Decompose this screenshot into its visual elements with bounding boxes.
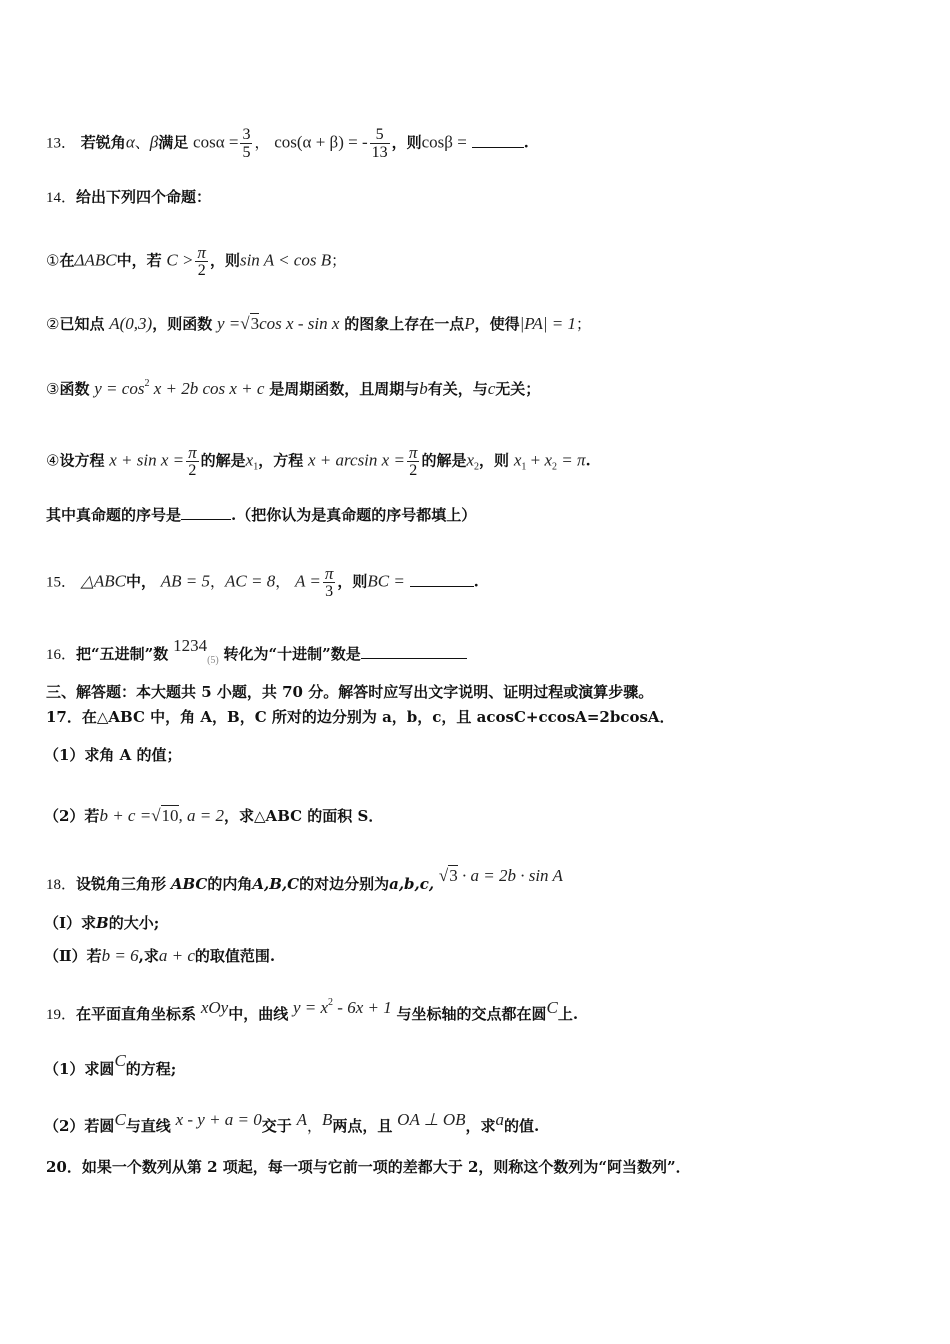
q19-p2-B: B	[321, 1110, 333, 1129]
q14-p4-x1-sub: 1	[253, 461, 259, 473]
q16-text-2: 转化为“十进制”数是	[223, 645, 361, 663]
q14-p4-text-2: 的解是	[200, 451, 246, 470]
q14-p2-sqrt3: 3	[250, 314, 260, 333]
q13-end: .	[523, 133, 529, 152]
q14-p4-two2: 2	[409, 462, 418, 479]
q14-p4-frac1	[186, 444, 199, 479]
q17-p2-text-1: （2）若	[44, 807, 100, 825]
q13-frac1-den: 5	[242, 144, 251, 161]
q19-p1-C: C	[114, 1051, 126, 1070]
q14-p3-b: b	[419, 379, 428, 398]
q18-p1-B: B	[96, 914, 109, 932]
q14-p1-frac	[195, 244, 208, 279]
q14-p2-text-3: 的图象上存在一点	[344, 315, 465, 333]
q19-p2-C: C	[114, 1110, 126, 1129]
q18-p1-text-1: （Ⅰ）求	[44, 914, 97, 932]
question-20: 20．如果一个数列从第 2 项起，每一项与它前一项的差都大于 2，则称这个数列为“阿当数列”．	[46, 1158, 691, 1176]
q19-p2-text-2: 与直线	[125, 1117, 171, 1135]
q15-comma-2: ，	[275, 572, 291, 591]
question-18: 18．设锐角三角形 ABC的内角A,B,C的对边分别为a,b,c, √3 · a = 2b · sin A	[46, 866, 563, 893]
q14-p1-c-gt: C >	[166, 250, 194, 270]
q13-alpha: α	[125, 132, 135, 152]
q14-p3-mark: ③	[46, 380, 60, 398]
q14-proposition-4	[46, 444, 591, 479]
q17-part-1: （1）求角 A 的值；	[44, 746, 182, 764]
q19-p2-text-1: （2）若圆	[44, 1117, 115, 1135]
q14-p4-eq1: x + sin x =	[109, 450, 185, 470]
q15-number: 15．	[46, 574, 77, 591]
q15-end: .	[473, 572, 479, 591]
q14-tail-2: .（把你认为是真命题的序号都填上）	[231, 506, 477, 524]
q19-exp: 2	[328, 997, 334, 1008]
q14-p2-text-2: ，则函数	[152, 315, 213, 333]
q18-text-1: 设锐角三角形	[76, 875, 167, 893]
q19-p2-line: x - y + a = 0	[175, 1110, 262, 1129]
q14-p4-end: .	[585, 451, 591, 470]
q14-p1-text-1: 在	[59, 251, 75, 270]
q14-p4-eq-pi: = π	[557, 450, 586, 470]
q18-sqrt3: 3	[449, 866, 458, 885]
q14-p4-sum-x1: x	[513, 450, 522, 470]
q18-p2-text-3: 的取值范围.	[194, 947, 276, 965]
q19-C: C	[546, 998, 558, 1017]
q13-comma: ，	[254, 133, 270, 152]
q14-proposition-2: ②已知点 A(0,3)，则函数 y =√3cos x - sin x 的图象上存在一点P，使得|PA| = 1；	[46, 314, 592, 333]
q19-text-1: 在平面直角坐标系	[76, 1005, 197, 1023]
q15-text-2: ，则	[337, 572, 368, 591]
q15-ac: AC = 8	[225, 571, 276, 591]
q18-part-1	[44, 913, 159, 933]
q14-tail-1: 其中真命题的序号是	[46, 506, 182, 524]
q13-cos-sum: cos(α + β) = -	[274, 132, 368, 152]
q18-text-3: 的对边分别为	[299, 875, 390, 893]
q13-frac2-den: 13	[371, 144, 388, 161]
q19-part-2	[44, 1110, 539, 1136]
question-15	[46, 565, 479, 600]
q14-p4-sum-x2: x	[544, 450, 552, 470]
q14-p2-P: P	[464, 314, 475, 333]
q18-text-2: 的内角	[207, 875, 253, 893]
q14-p4-pi2: π	[408, 443, 418, 462]
q14-p1-triangle: ΔABC	[74, 250, 117, 270]
q14-p4-text-3: ，方程	[258, 451, 304, 470]
q16-value: 1234	[173, 636, 208, 655]
q14-p1-pi: π	[197, 243, 206, 262]
q14-title-text: 给出下列四个命题：	[76, 188, 212, 206]
q18-angles: A,B,C	[252, 875, 300, 893]
q14-p3-y: y = cos	[94, 379, 145, 398]
q14-p2-end: ；	[576, 315, 592, 333]
q14-p2-mark: ②	[46, 315, 60, 333]
q14-p1-two: 2	[197, 262, 206, 279]
q18-sides: a,b,c,	[389, 875, 435, 893]
q13-text-2: 满足	[158, 133, 189, 152]
q13-frac1-num: 3	[242, 126, 251, 143]
q14-p4-pi: π	[188, 443, 197, 462]
q14-proposition-3	[46, 374, 540, 399]
q19-text-4: 上.	[557, 1005, 579, 1023]
q14-p4-eq2: x + arcsin x =	[308, 450, 405, 470]
q13-frac-5-13	[370, 126, 390, 161]
q16-number: 16．	[46, 647, 77, 663]
q14-p4-sum-sub1: 1	[521, 461, 527, 473]
q18-p2-b: b = 6	[101, 946, 139, 965]
q15-pi: π	[324, 564, 334, 583]
q14-p4-x2-sub: 2	[474, 461, 480, 473]
q14-p2-rest: cos x - sin x	[259, 314, 340, 333]
q13-text-3: ，则	[391, 133, 422, 152]
q14-p4-mark: ④	[46, 451, 60, 470]
q18-p2-text-1: （Ⅱ）若	[44, 947, 102, 965]
q14-tail	[46, 505, 476, 525]
q19-curve: y = x	[292, 998, 329, 1017]
q19-p2-comma: ，	[306, 1117, 322, 1135]
q18-number: 18．	[46, 877, 77, 893]
q18-p2-ac: a + c	[158, 946, 195, 965]
q14-p4-x2: x	[466, 450, 475, 470]
q14-p3-c: c	[487, 379, 496, 398]
q14-p1-inequality: sin A < cos B	[239, 250, 332, 270]
q16-answer-blank	[361, 644, 467, 659]
q13-sep: 、	[134, 133, 150, 152]
q19-xoy: xOy	[200, 998, 229, 1017]
q16-text-1: 把“五进制”数	[76, 645, 169, 663]
q14-number: 14．	[46, 190, 77, 206]
q13-frac2-num: 5	[370, 126, 390, 144]
q15-text-1: 中，	[125, 572, 156, 591]
q19-p1-text-2: 的方程;	[125, 1060, 177, 1078]
q19-p2-text-5: ，求	[465, 1117, 496, 1135]
q14-p2-text-4: ，使得	[474, 315, 520, 333]
section-3-heading: 三、解答题：本大题共 5 小题，共 70 分。解答时应写出文字说明、证明过程或演算步骤。	[46, 683, 654, 701]
q14-p4-plus: +	[526, 450, 545, 470]
q14-p2-text-1: 已知点	[59, 315, 105, 333]
q17-p2-sum: b + c =	[99, 806, 152, 825]
q18-abc: ABC	[170, 875, 208, 893]
q13-text-1: 若锐角	[80, 133, 126, 152]
q19-text-3: 与坐标轴的交点都在圆	[396, 1005, 547, 1023]
q14-p3-text-2: 是周期函数，且周期与	[269, 380, 420, 398]
q14-p4-two: 2	[188, 462, 197, 479]
q15-answer-blank	[410, 572, 474, 587]
question-16	[46, 636, 467, 671]
q18-part-2	[44, 946, 275, 966]
q14-p2-point: A(0,3)	[109, 314, 153, 333]
question-14-title	[46, 187, 211, 208]
question-19	[46, 993, 578, 1025]
q13-cos-alpha: cosα =	[193, 132, 239, 152]
q17-part-2: （2）若b + c =√10, a = 2，求△ABC 的面积 S．	[44, 806, 384, 825]
q14-p3-text-4: 无关；	[495, 380, 541, 398]
q14-p1-text-3: ，则	[209, 251, 240, 270]
q13-number: 13．	[46, 135, 77, 152]
q15-ab: AB = 5	[160, 571, 211, 591]
q19-p2-perp: OA ⊥ OB	[397, 1110, 466, 1129]
q14-p1-text-2: 中，若	[116, 251, 162, 270]
q19-text-2: 中，曲线	[228, 1005, 289, 1023]
q19-number: 19．	[46, 1007, 77, 1023]
q14-p3-text-3: 有关，与	[427, 380, 488, 398]
q15-bc: BC =	[367, 571, 405, 591]
q19-p1-text-1: （1）求圆	[44, 1060, 115, 1078]
q16-base: (5)	[207, 655, 219, 666]
q14-p1-mark: ①	[46, 251, 60, 270]
q17-p2-a: , a = 2	[178, 806, 225, 825]
q15-a-eq: A =	[295, 571, 321, 591]
q15-comma-1: ，	[210, 572, 226, 591]
q19-curve-rest: - 6x + 1	[333, 998, 392, 1017]
q14-p4-x1: x	[245, 450, 254, 470]
q19-p2-a: a	[495, 1110, 505, 1129]
q19-p2-text-4: 两点，且	[332, 1117, 393, 1135]
q14-p2-distance: |PA| = 1	[519, 314, 577, 333]
q14-p2-y: y =	[217, 314, 241, 333]
q13-beta: β	[149, 132, 159, 152]
q19-p2-text-6: 的值.	[504, 1117, 540, 1135]
q14-p4-text-4: 的解是	[421, 451, 467, 470]
q14-p4-frac2	[407, 444, 420, 479]
q18-equation: · a = 2b · sin A	[457, 866, 563, 885]
q14-p3-rest: x + 2b cos x + c	[149, 379, 265, 398]
q17-p2-text-2: ，求△ABC 的面积 S．	[224, 807, 384, 825]
q15-three: 3	[325, 583, 334, 600]
q17-p2-sqrt10: 10	[161, 806, 179, 825]
q14-p4-sum-sub2: 2	[552, 461, 557, 473]
q18-p1-text-2: 的大小;	[108, 914, 160, 932]
q14-p1-end: ；	[331, 251, 347, 270]
q14-p4-text-1: 设方程	[59, 451, 105, 470]
q13-answer-blank	[472, 133, 524, 148]
q19-p2-text-3: 交于	[261, 1117, 292, 1135]
question-13	[46, 126, 529, 161]
q19-part-1	[44, 1051, 176, 1079]
q14-p3-text-1: 函数	[59, 380, 90, 398]
q14-proposition-1	[46, 244, 346, 279]
q14-p3-exp: 2	[144, 378, 150, 389]
q14-p4-text-5: ，则	[479, 451, 510, 470]
q15-triangle: △ABC	[80, 571, 126, 591]
q19-p2-A: A	[296, 1110, 307, 1129]
q13-cos-beta: cosβ =	[421, 132, 467, 152]
q18-p2-text-2: ,求	[138, 947, 159, 965]
q15-frac	[323, 565, 336, 600]
q14-answer-blank	[181, 505, 231, 520]
question-17: 17．在△ABC 中，角 A，B，C 所对的边分别为 a，b，c，且 acosC+ccosA=2bcosA．	[46, 708, 675, 726]
q13-frac-3-5	[240, 126, 252, 161]
